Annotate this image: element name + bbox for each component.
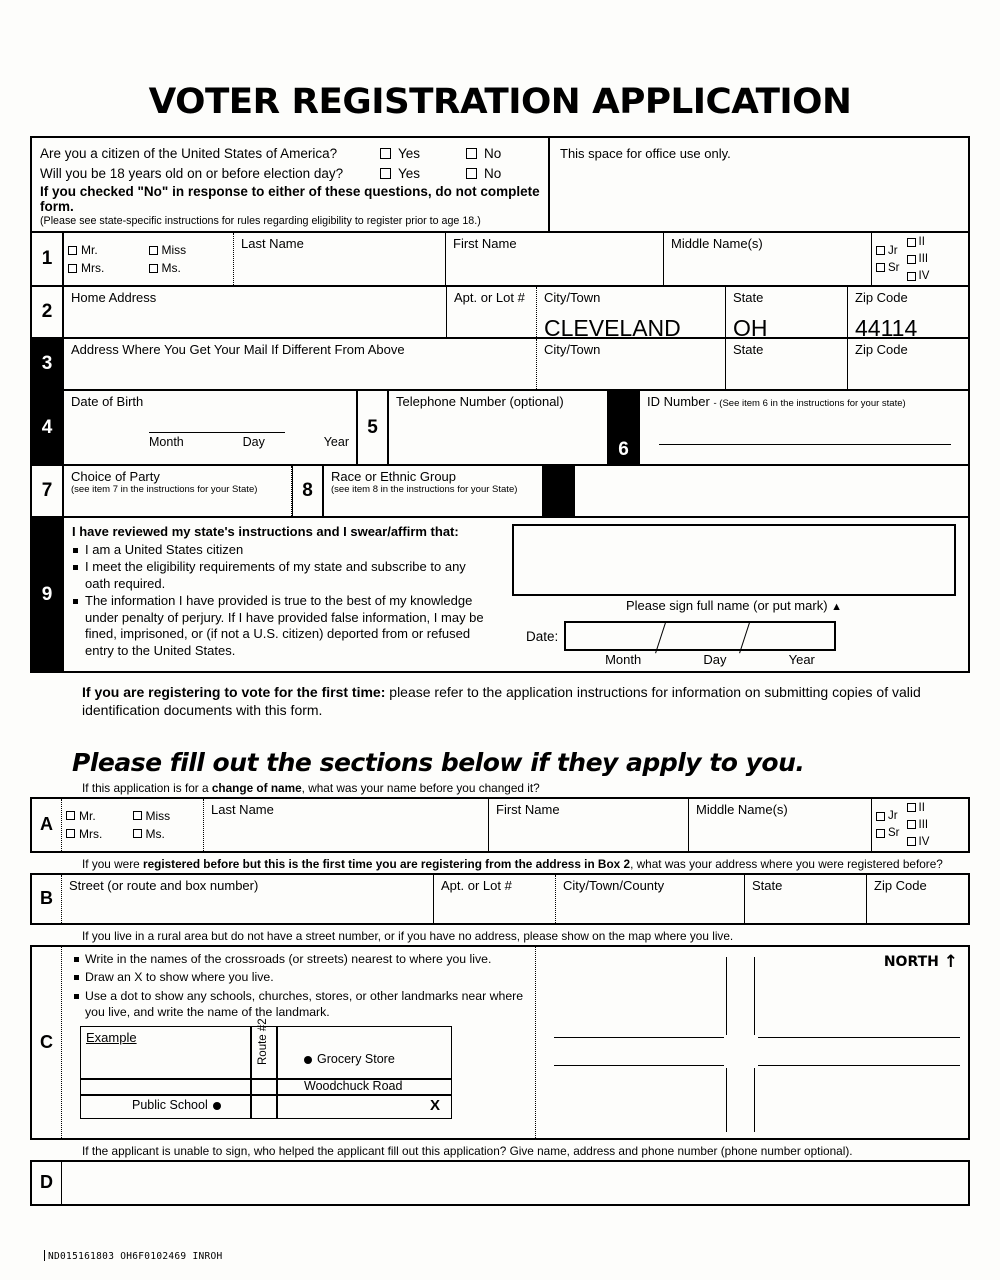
- suffix-label: III: [918, 253, 929, 266]
- suffix-col-jr-sr: [876, 242, 900, 276]
- checkbox-icon[interactable]: [66, 811, 75, 820]
- home-city-value: CLEVELAND: [544, 315, 681, 342]
- example-school-label: Public School: [132, 1098, 208, 1113]
- suffix-checkboxes: [872, 233, 968, 285]
- suffix-label: II: [918, 801, 925, 814]
- section-c: [30, 945, 970, 1140]
- row-number-4: 4: [32, 391, 64, 464]
- signature-caption-text: Please sign full name (or put mark): [625, 598, 828, 614]
- title-option-ms[interactable]: [133, 827, 200, 841]
- section-a-middle-name-label: Middle Name(s): [696, 801, 788, 817]
- title-option-ms[interactable]: [149, 261, 230, 275]
- example-route-label: Route #2: [257, 1018, 269, 1066]
- section-a-instruction-pre: If this application is for a: [82, 780, 212, 795]
- home-city-field[interactable]: [537, 287, 726, 342]
- first-name-field[interactable]: [446, 233, 664, 285]
- checkbox-icon[interactable]: [907, 272, 916, 281]
- mail-address-label: Address Where You Get Your Mail If Different From Above: [71, 342, 405, 358]
- title-option-miss[interactable]: [149, 243, 230, 257]
- signature-date-legend: [574, 651, 846, 667]
- title-checkboxes: [64, 233, 234, 285]
- checkbox-icon[interactable]: [876, 812, 885, 821]
- home-address-field[interactable]: [64, 287, 447, 337]
- checkbox-icon[interactable]: [876, 829, 885, 838]
- up-triangle-icon: ▲: [831, 601, 843, 614]
- date-label: Date:: [526, 628, 559, 644]
- example-road-vertical-left: [250, 1026, 252, 1119]
- dob-month-label: Month: [149, 435, 184, 450]
- checkbox-icon[interactable]: [876, 246, 885, 255]
- suffix-label: Jr: [888, 810, 898, 822]
- suffix-option-sr[interactable]: [876, 827, 900, 839]
- citizen-no-option[interactable]: [466, 144, 540, 164]
- last-name-label: Last Name: [241, 236, 304, 252]
- section-c-instructions-and-example: [62, 947, 536, 1138]
- choice-of-party-field[interactable]: [64, 466, 292, 516]
- example-grocery-label: Grocery Store: [317, 1052, 395, 1067]
- row-number-9: 9: [32, 518, 64, 671]
- section-letter-b: B: [32, 875, 62, 923]
- checkbox-icon[interactable]: [466, 168, 477, 179]
- section-b-apt-field[interactable]: [434, 875, 556, 923]
- row-9-oath: [32, 516, 968, 671]
- tick-mark-icon: [44, 1250, 45, 1261]
- section-b-city-field[interactable]: [556, 875, 745, 923]
- dob-year-label: Year: [323, 435, 349, 450]
- landmark-dot-icon: [304, 1056, 312, 1064]
- checkbox-icon[interactable]: [907, 820, 916, 829]
- citizen-yes-option[interactable]: [380, 144, 466, 164]
- section-a-instruction-post: , what was your name before you changed it?: [301, 780, 540, 795]
- section-b-state-field[interactable]: [745, 875, 867, 923]
- date-slash-icon: [739, 623, 750, 654]
- middle-name-label: Middle Name(s): [671, 236, 763, 252]
- id-number-field[interactable]: [640, 391, 968, 464]
- fill-out-heading: Please fill out the sections below if they apply to you.: [72, 747, 805, 777]
- row-number-7: 7: [32, 466, 64, 516]
- title-option-miss[interactable]: [133, 809, 200, 823]
- oath-bullet: I am a United States citizen: [72, 542, 494, 559]
- signature-area: [502, 518, 968, 671]
- row-number-3: 3: [32, 339, 64, 389]
- example-map-diagram: [80, 1018, 452, 1119]
- road-intersection-gap: [752, 1037, 758, 1066]
- citizen-question-label: Are you a citizen of the United States of America?: [40, 146, 338, 161]
- example-grocery-store: [304, 1052, 395, 1066]
- row-2-home-address: [32, 285, 968, 342]
- blank-map-area[interactable]: [536, 947, 968, 1138]
- sign-year-label: Year: [788, 652, 815, 668]
- oath-bullet: I meet the eligibility requirements of my state and subscribe to any oath required.: [72, 559, 494, 592]
- sign-month-label: Month: [605, 652, 642, 668]
- section-a-middle-name-field[interactable]: [689, 799, 872, 851]
- map-instruction-bullet: Use a dot to show any schools, churches, stores, or other landmarks near where you live, and write the name of the landmark.: [72, 989, 529, 1020]
- suffix-option-jr[interactable]: [876, 245, 900, 257]
- map-instruction-bullet: Draw an X to show where you live.: [72, 970, 529, 986]
- north-arrow-icon: ↑: [943, 951, 958, 972]
- apt-lot-label: Apt. or Lot #: [454, 290, 525, 306]
- citizen-yes-label: Yes: [398, 146, 421, 161]
- middle-name-field[interactable]: [664, 233, 872, 285]
- section-b-zip-label: Zip Code: [874, 877, 927, 893]
- title-label: Mr.: [81, 243, 98, 258]
- age-question-row: [40, 164, 540, 184]
- section-c-instruction: If you live in a rural area but do not have a street number, or if you have no address, please show on the map where you live.: [82, 928, 734, 943]
- example-road-name: Woodchuck Road: [304, 1079, 403, 1094]
- home-state-label: State: [733, 290, 764, 306]
- citizen-no-label: No: [484, 146, 502, 161]
- home-city-label: City/Town: [544, 290, 601, 306]
- eligibility-warning: If you checked "No" in response to either of these questions, do not complete form.: [40, 184, 540, 215]
- road-intersection-gap: [724, 1037, 730, 1066]
- suffix-option-iii[interactable]: [907, 819, 930, 831]
- home-zip-value: 44114: [855, 315, 918, 342]
- section-letter-d: D: [32, 1162, 62, 1204]
- title-option-mr[interactable]: [66, 809, 133, 823]
- title-label: Miss: [145, 808, 171, 823]
- oath-bullet: The information I have provided is true to the best of my knowledge under penalty of perjury. If I have provided false information, I may be fined, imprisoned, or (if not a U.S. citizen) deported from or refused entry to the United States.: [72, 593, 494, 659]
- checkbox-icon[interactable]: [466, 148, 477, 159]
- suffix-label: Jr: [888, 244, 898, 257]
- section-a-title-checkboxes: [62, 799, 204, 851]
- oath-bullet-list: [72, 542, 494, 660]
- row-number-1: 1: [32, 233, 64, 285]
- office-use-box: [550, 138, 968, 231]
- race-ethnic-group-field[interactable]: [324, 466, 543, 516]
- id-number-underline: [659, 444, 951, 445]
- choice-of-party-sublabel: (see item 7 in the instructions for your State): [71, 484, 258, 496]
- suffix-col-jr-sr: [876, 808, 900, 842]
- section-a-suffix-checkboxes: [872, 799, 968, 851]
- title-label: Miss: [161, 243, 187, 258]
- example-public-school: [132, 1098, 221, 1112]
- dob-day-label: Day: [242, 435, 265, 450]
- signature-input[interactable]: [512, 524, 956, 596]
- section-b-street-label: Street (or route and box number): [69, 877, 259, 893]
- page-title: VOTER REGISTRATION APPLICATION: [148, 82, 852, 122]
- first-name-label: First Name: [453, 236, 517, 252]
- row-1-name: [32, 231, 968, 285]
- home-zip-field[interactable]: [848, 287, 968, 342]
- dob-month-day-year: [149, 433, 349, 449]
- section-b-zip-field[interactable]: [867, 875, 968, 923]
- title-option-mrs[interactable]: [66, 827, 133, 841]
- example-road-horizontal-bottom: [80, 1094, 452, 1096]
- title-label: Ms.: [161, 261, 181, 276]
- mail-address-field[interactable]: [64, 339, 537, 389]
- checkbox-icon[interactable]: [380, 168, 391, 179]
- age-yes-label: Yes: [398, 165, 421, 181]
- choice-of-party-label: Choice of Party: [71, 469, 160, 485]
- signature-caption: [512, 598, 956, 613]
- checkbox-icon[interactable]: [907, 238, 916, 247]
- home-zip-label: Zip Code: [855, 290, 908, 306]
- telephone-label: Telephone Number (optional): [396, 394, 564, 410]
- date-of-birth-label: Date of Birth: [71, 394, 144, 410]
- checkbox-icon[interactable]: [68, 246, 77, 255]
- mail-state-label: State: [733, 342, 764, 358]
- section-a-last-name-field[interactable]: [204, 799, 489, 851]
- north-indicator: [884, 952, 958, 972]
- section-a-first-name-field[interactable]: [489, 799, 689, 851]
- race-ethnic-group-label: Race or Ethnic Group: [331, 469, 457, 485]
- age-yes-option[interactable]: [380, 164, 466, 184]
- age-question-label: Will you be 18 years old on or before election day?: [40, 165, 344, 181]
- last-name-field[interactable]: [234, 233, 446, 285]
- checkbox-icon[interactable]: [133, 829, 142, 838]
- title-option-mr[interactable]: [68, 243, 149, 257]
- section-d-input[interactable]: [62, 1162, 968, 1204]
- title-label: Ms.: [145, 826, 165, 841]
- oath-heading: I have reviewed my state's instructions and I swear/affirm that:: [72, 524, 459, 540]
- main-form-frame: [30, 136, 970, 673]
- map-instruction-bullet: Write in the names of the crossroads (or streets) nearest to where you live.: [72, 952, 529, 968]
- section-a-last-name-label: Last Name: [211, 801, 274, 817]
- row-3-mail-address: [32, 337, 968, 389]
- checkbox-icon[interactable]: [66, 829, 75, 838]
- section-d: [30, 1160, 970, 1206]
- suffix-option-ii[interactable]: [907, 236, 930, 248]
- section-b-state-label: State: [752, 877, 783, 893]
- section-d-instruction: If the applicant is unable to sign, who helped the applicant fill out this application? Give name, address and phone number (phone number optional).: [82, 1143, 853, 1158]
- section-b-city-label: City/Town/County: [563, 877, 665, 893]
- mail-zip-label: Zip Code: [855, 342, 908, 358]
- age-no-label: No: [484, 165, 502, 181]
- suffix-label: IV: [918, 270, 930, 283]
- suffix-option-iv[interactable]: [907, 270, 930, 282]
- suffix-option-jr[interactable]: [876, 810, 900, 822]
- date-slash-icon: [655, 623, 666, 654]
- id-number-continuation[interactable]: [575, 466, 968, 516]
- landmark-dot-icon: [213, 1102, 221, 1110]
- section-b-street-field[interactable]: [62, 875, 434, 923]
- example-label: Example: [86, 1030, 137, 1046]
- example-road-vertical-right: [276, 1026, 278, 1119]
- section-letter-c: C: [32, 947, 62, 1138]
- title-label: Mrs.: [81, 261, 105, 276]
- id-number-label-main: ID Number: [647, 394, 710, 410]
- suffix-option-iv[interactable]: [907, 836, 930, 848]
- mail-zip-field[interactable]: [848, 339, 968, 389]
- map-instruction-list: [72, 952, 529, 1021]
- home-address-label: Home Address: [71, 290, 157, 306]
- oath-text-block: [64, 518, 502, 671]
- checkbox-icon[interactable]: [68, 264, 77, 273]
- row-number-8: 8: [292, 466, 324, 516]
- section-a: [30, 797, 970, 853]
- id-number-sublabel: - (See item 6 in the instructions for your state): [713, 398, 906, 410]
- mail-state-field[interactable]: [726, 339, 848, 389]
- suffix-label: Sr: [888, 261, 900, 274]
- title-label: Mr.: [79, 808, 96, 823]
- sign-day-label: Day: [703, 652, 727, 668]
- section-a-instruction: [82, 781, 970, 795]
- section-b-instruction-bold: registered before but this is the first time you are registering from the address in Box 2: [142, 856, 631, 871]
- suffix-label: Sr: [888, 827, 900, 839]
- row-number-5: 5: [357, 391, 389, 464]
- eligibility-block: [32, 138, 968, 231]
- office-use-label: This space for office use only.: [560, 146, 731, 161]
- section-a-instruction-bold: change of name: [211, 780, 302, 795]
- row-4-5-6: [32, 389, 968, 464]
- first-time-note-bold: If you are registering to vote for the first time:: [82, 684, 386, 701]
- mail-city-label: City/Town: [544, 342, 601, 358]
- row-number-6: 6: [608, 391, 640, 464]
- checkbox-icon[interactable]: [907, 255, 916, 264]
- section-b-instruction-pre: If you were: [82, 856, 143, 871]
- suffix-col-roman: [907, 234, 930, 285]
- checkbox-icon[interactable]: [133, 811, 142, 820]
- example-x-mark: X: [429, 1097, 440, 1115]
- checkbox-icon[interactable]: [907, 837, 916, 846]
- first-time-note: [82, 683, 948, 719]
- checkbox-icon[interactable]: [876, 263, 885, 272]
- suffix-label: III: [918, 818, 929, 831]
- date-of-birth-field[interactable]: [64, 391, 357, 464]
- signature-date-row: [512, 621, 956, 651]
- suffix-option-iii[interactable]: [907, 253, 930, 265]
- title-label: Mrs.: [79, 826, 103, 841]
- citizen-question-row: [40, 144, 540, 164]
- checkbox-icon[interactable]: [907, 803, 916, 812]
- section-b-instruction-post: , what was your address where you were registered before?: [630, 856, 943, 871]
- first-time-note-rest: please refer to the application instructions for information on submitting copies of valid identification documents with this form.: [82, 684, 921, 719]
- section-a-first-name-label: First Name: [496, 801, 560, 817]
- mail-city-field[interactable]: [537, 339, 726, 389]
- id-number-label: [647, 395, 961, 410]
- home-state-field[interactable]: [726, 287, 848, 342]
- suffix-option-ii[interactable]: [907, 802, 930, 814]
- section-b-apt-label: Apt. or Lot #: [441, 877, 512, 893]
- telephone-field[interactable]: [389, 391, 608, 464]
- title-option-mrs[interactable]: [68, 261, 149, 275]
- eligibility-note: (Please see state-specific instructions for rules regarding eligibility to register prior to age 18.): [40, 215, 481, 228]
- home-state-value: OH: [733, 315, 768, 342]
- age-no-option[interactable]: [466, 164, 540, 184]
- checkbox-icon[interactable]: [380, 148, 391, 159]
- eligibility-questions: [32, 138, 550, 231]
- section-b: [30, 873, 970, 925]
- suffix-label: II: [918, 236, 925, 249]
- suffix-col-roman: [907, 799, 930, 850]
- footer-code-text: ND015161803 OH6F0102469 INROH: [48, 1251, 223, 1262]
- row-number-2: 2: [32, 287, 64, 337]
- checkbox-icon[interactable]: [149, 246, 158, 255]
- section-letter-a: A: [32, 799, 62, 851]
- suffix-label: IV: [918, 835, 930, 848]
- section-b-instruction: [82, 857, 970, 871]
- north-label: NORTH: [883, 953, 939, 970]
- suffix-option-sr[interactable]: [876, 262, 900, 274]
- apt-lot-field[interactable]: [447, 287, 537, 337]
- row-7-8: [32, 464, 968, 516]
- race-ethnic-group-sublabel: (see item 8 in the instructions for your State): [331, 484, 518, 496]
- footer-code: [44, 1250, 223, 1262]
- signature-date-input[interactable]: [564, 621, 836, 651]
- checkbox-icon[interactable]: [149, 264, 158, 273]
- row-6-spacer: [543, 466, 575, 516]
